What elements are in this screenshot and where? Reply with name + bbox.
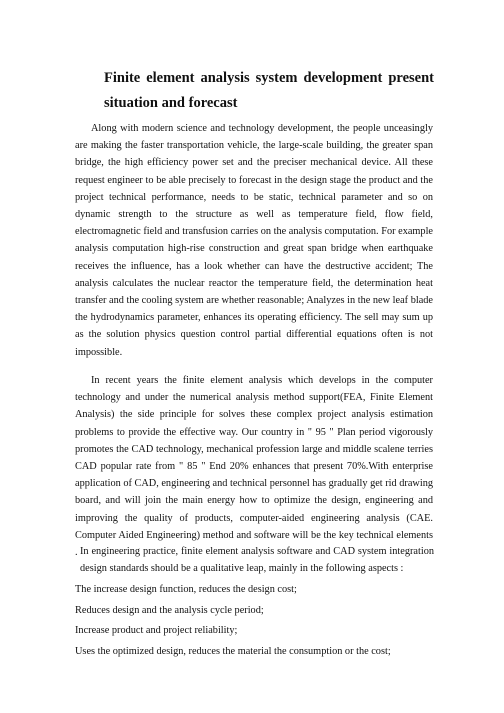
paragraph-1: Along with modern science and technology development, the people unceasingly are making the faster transportation vehicle, the large-scale building, the greater span bridge, the high efficiency power set and the preciser mechanical device. All these request engineer to be able precisely to forecast in the design stage the product and the project technical performance, needs to be static, technical parameter and so on dynamic strength to the structure as well as temperature field, flow field, electromagnetic field and transfusion carries on the analysis computation. For example analysis computation high-rise construction and great span bridge when earthquake receives the influence, has a look whether can have the destructive accident; The analysis calculates the nuclear reactor the temperature field, the determination heat transfer and the cooling system are whether reasonable; Analyzes in the new leaf blade the hydrodynamics parameter, enhances its operating efficiency. The sell may sum up as the solution physics question control partial differential equations often is not impossible.	[75, 123, 433, 358]
list-item: The increase design function, reduces the design cost;	[75, 584, 297, 595]
list-item: Increase product and project reliability;	[75, 625, 238, 636]
benefit-list	[75, 580, 445, 662]
paragraph-3: In engineering practice, finite element analysis software and CAD system integration design standards should be a qualitative leap, mainly in the following aspects :	[80, 546, 434, 575]
title-line-2: situation and forecast	[104, 95, 238, 111]
list-item: Uses the optimized design, reduces the material the consumption or the cost;	[75, 645, 391, 657]
list-item: Reduces design and the analysis cycle period;	[75, 604, 264, 616]
paragraph-2: In recent years the finite element analysis which develops in the computer technology and under the numerical analysis method support(FEA, Finite Element Analysis) the side principle for solves these complex project analysis estimation problems to provide the effective way. Our country in " 95 " Plan period vigorously promotes the CAD technology, mechanical profession large and middle scalene terries CAD popular rate from " 85 " End 20% enhances that present 70%.With enterprise application of CAD, engineering and technical personnel has gradually get rid drawing board, and will join the main energy how to optimize the design, engineering and improving the quality of products, computer-aided engineering analysis (CAE. Computer Aided Engineering) method and software will be the key technical elements .	[75, 375, 433, 559]
document-title	[104, 66, 434, 116]
title-line-1: Finite element analysis system development present	[104, 70, 434, 86]
